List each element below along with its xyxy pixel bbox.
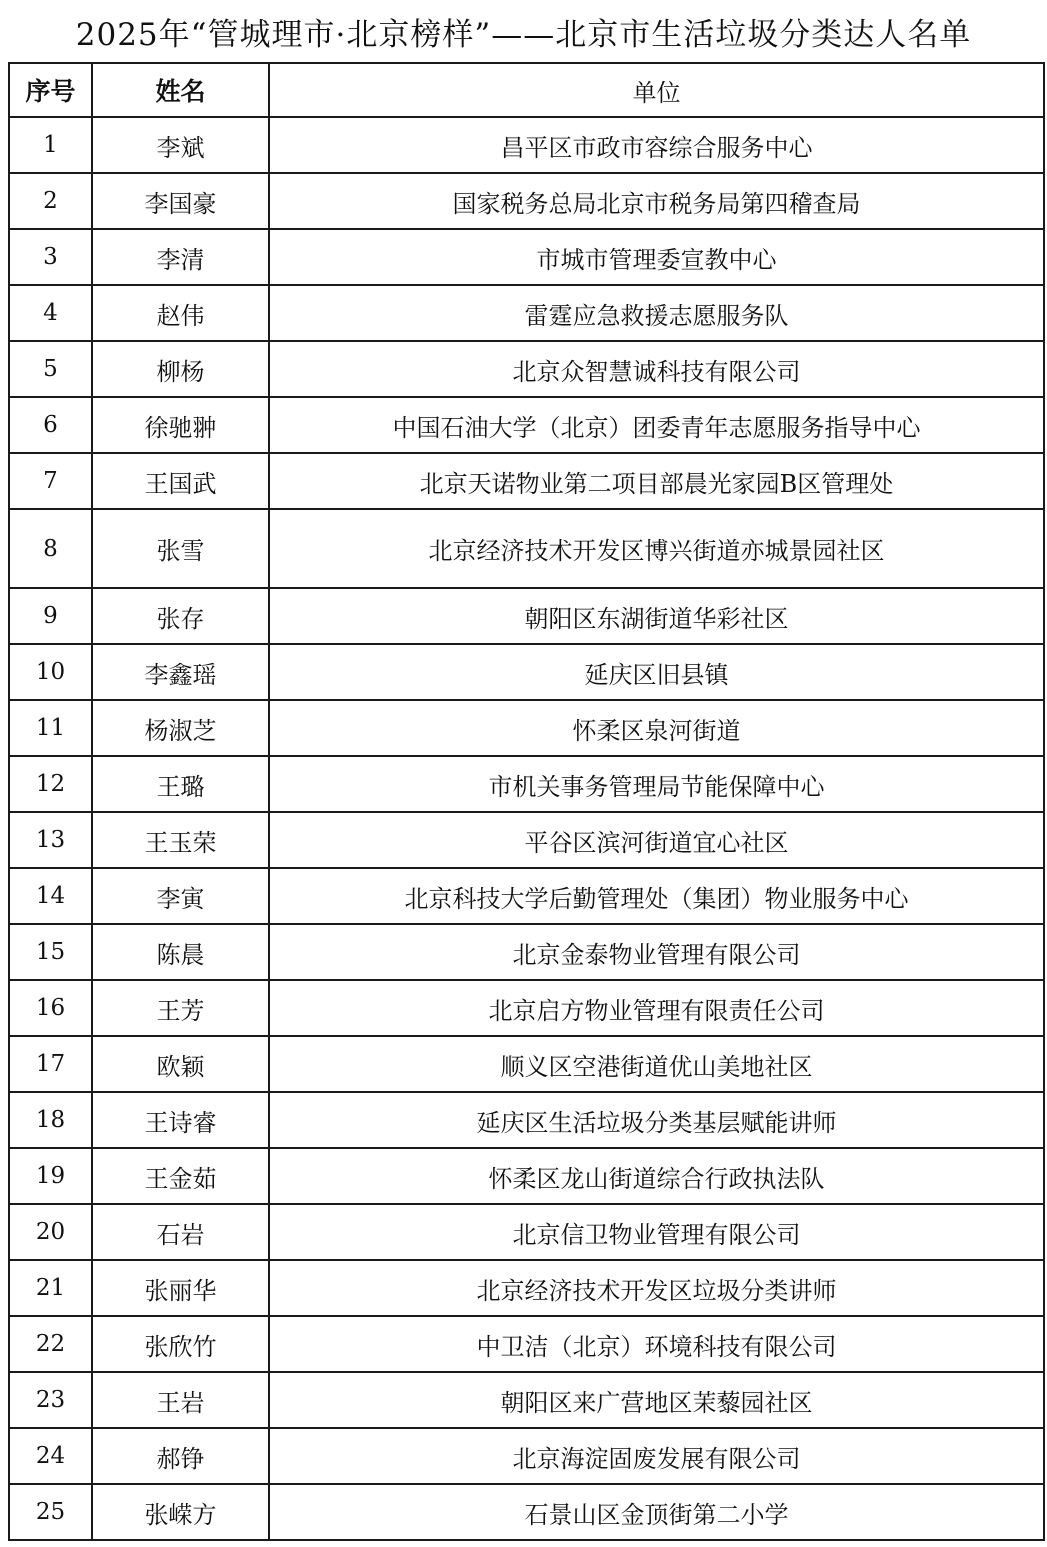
table-row xyxy=(9,1372,1044,1428)
table-row xyxy=(9,1316,1044,1372)
cell-serial-number: 22 xyxy=(9,1316,92,1372)
cell-serial-number: 21 xyxy=(9,1260,92,1316)
cell-unit: 北京启方物业管理有限责任公司 xyxy=(269,980,1044,1036)
cell-name: 王国武 xyxy=(92,453,269,509)
cell-serial-number: 18 xyxy=(9,1092,92,1148)
cell-name: 张欣竹 xyxy=(92,1316,269,1372)
cell-name: 徐驰翀 xyxy=(92,397,269,453)
document-title: 2025年“管城理市·北京榜样”——北京市生活垃圾分类达人名单 xyxy=(75,17,972,53)
cell-unit: 北京信卫物业管理有限公司 xyxy=(269,1204,1044,1260)
cell-serial-number: 11 xyxy=(9,700,92,756)
cell-name: 李鑫瑶 xyxy=(92,644,269,700)
cell-unit: 朝阳区来广营地区茉藜园社区 xyxy=(269,1372,1044,1428)
cell-serial-number: 3 xyxy=(9,229,92,285)
cell-unit: 北京众智慧诚科技有限公司 xyxy=(269,341,1044,397)
cell-unit: 北京海淀固废发展有限公司 xyxy=(269,1428,1044,1484)
cell-unit: 北京经济技术开发区垃圾分类讲师 xyxy=(269,1260,1044,1316)
cell-unit: 市机关事务管理局节能保障中心 xyxy=(269,756,1044,812)
cell-unit: 怀柔区泉河街道 xyxy=(269,700,1044,756)
table-row xyxy=(9,173,1044,229)
roster-table xyxy=(8,62,1045,1541)
cell-unit: 北京科技大学后勤管理处（集团）物业服务中心 xyxy=(269,868,1044,924)
cell-serial-number: 5 xyxy=(9,341,92,397)
table-row xyxy=(9,397,1044,453)
table-row xyxy=(9,509,1044,588)
cell-unit: 市城市管理委宣教中心 xyxy=(269,229,1044,285)
cell-unit: 延庆区旧县镇 xyxy=(269,644,1044,700)
table-row xyxy=(9,812,1044,868)
table-row xyxy=(9,1260,1044,1316)
cell-unit: 中卫洁（北京）环境科技有限公司 xyxy=(269,1316,1044,1372)
cell-name: 王金茹 xyxy=(92,1148,269,1204)
table-row xyxy=(9,341,1044,397)
cell-unit: 北京金泰物业管理有限公司 xyxy=(269,924,1044,980)
cell-serial-number: 24 xyxy=(9,1428,92,1484)
table-body xyxy=(9,117,1044,1540)
cell-name: 柳杨 xyxy=(92,341,269,397)
cell-serial-number: 2 xyxy=(9,173,92,229)
table-row xyxy=(9,1428,1044,1484)
table-row xyxy=(9,1036,1044,1092)
cell-name: 王诗睿 xyxy=(92,1092,269,1148)
cell-name: 欧颖 xyxy=(92,1036,269,1092)
cell-name: 赵伟 xyxy=(92,285,269,341)
cell-unit: 北京天诺物业第二项目部晨光家园B区管理处 xyxy=(269,453,1044,509)
cell-name: 王玉荣 xyxy=(92,812,269,868)
cell-serial-number: 12 xyxy=(9,756,92,812)
cell-name: 李寅 xyxy=(92,868,269,924)
table-row xyxy=(9,700,1044,756)
cell-unit: 延庆区生活垃圾分类基层赋能讲师 xyxy=(269,1092,1044,1148)
cell-unit: 昌平区市政市容综合服务中心 xyxy=(269,117,1044,173)
cell-name: 李国豪 xyxy=(92,173,269,229)
table-row xyxy=(9,924,1044,980)
cell-serial-number: 19 xyxy=(9,1148,92,1204)
table-row xyxy=(9,229,1044,285)
table-row xyxy=(9,980,1044,1036)
cell-unit: 石景山区金顶街第二小学 xyxy=(269,1484,1044,1540)
cell-serial-number: 17 xyxy=(9,1036,92,1092)
table-row xyxy=(9,588,1044,644)
cell-serial-number: 15 xyxy=(9,924,92,980)
cell-unit: 怀柔区龙山街道综合行政执法队 xyxy=(269,1148,1044,1204)
cell-serial-number: 16 xyxy=(9,980,92,1036)
cell-name: 张雪 xyxy=(92,509,269,588)
cell-serial-number: 10 xyxy=(9,644,92,700)
cell-unit: 中国石油大学（北京）团委青年志愿服务指导中心 xyxy=(269,397,1044,453)
table-row xyxy=(9,756,1044,812)
cell-serial-number: 23 xyxy=(9,1372,92,1428)
cell-serial-number: 14 xyxy=(9,868,92,924)
table-row xyxy=(9,1484,1044,1540)
table-row xyxy=(9,1204,1044,1260)
cell-serial-number: 8 xyxy=(9,509,92,588)
cell-name: 李清 xyxy=(92,229,269,285)
cell-unit: 北京经济技术开发区博兴街道亦城景园社区 xyxy=(269,509,1044,588)
cell-name: 杨淑芝 xyxy=(92,700,269,756)
table-row xyxy=(9,1148,1044,1204)
cell-serial-number: 13 xyxy=(9,812,92,868)
header-unit: 单位 xyxy=(269,63,1044,117)
cell-serial-number: 9 xyxy=(9,588,92,644)
cell-serial-number: 4 xyxy=(9,285,92,341)
cell-name: 李斌 xyxy=(92,117,269,173)
table-row xyxy=(9,117,1044,173)
table-row xyxy=(9,285,1044,341)
cell-name: 张嵘方 xyxy=(92,1484,269,1540)
table-row xyxy=(9,868,1044,924)
table-row xyxy=(9,453,1044,509)
cell-unit: 雷霆应急救援志愿服务队 xyxy=(269,285,1044,341)
cell-unit: 国家税务总局北京市税务局第四稽查局 xyxy=(269,173,1044,229)
cell-serial-number: 1 xyxy=(9,117,92,173)
cell-name: 陈晨 xyxy=(92,924,269,980)
table-header xyxy=(9,63,1044,117)
cell-name: 王岩 xyxy=(92,1372,269,1428)
cell-serial-number: 7 xyxy=(9,453,92,509)
table-row xyxy=(9,1092,1044,1148)
table-row xyxy=(9,644,1044,700)
header-name: 姓名 xyxy=(92,63,269,117)
cell-name: 张丽华 xyxy=(92,1260,269,1316)
cell-unit: 平谷区滨河街道宜心社区 xyxy=(269,812,1044,868)
cell-name: 王璐 xyxy=(92,756,269,812)
cell-name: 张存 xyxy=(92,588,269,644)
cell-serial-number: 20 xyxy=(9,1204,92,1260)
header-serial-number: 序号 xyxy=(9,63,92,117)
cell-name: 石岩 xyxy=(92,1204,269,1260)
header-row xyxy=(9,63,1044,117)
cell-unit: 顺义区空港街道优山美地社区 xyxy=(269,1036,1044,1092)
cell-serial-number: 6 xyxy=(9,397,92,453)
cell-serial-number: 25 xyxy=(9,1484,92,1540)
cell-unit: 朝阳区东湖街道华彩社区 xyxy=(269,588,1044,644)
cell-name: 郝铮 xyxy=(92,1428,269,1484)
cell-name: 王芳 xyxy=(92,980,269,1036)
